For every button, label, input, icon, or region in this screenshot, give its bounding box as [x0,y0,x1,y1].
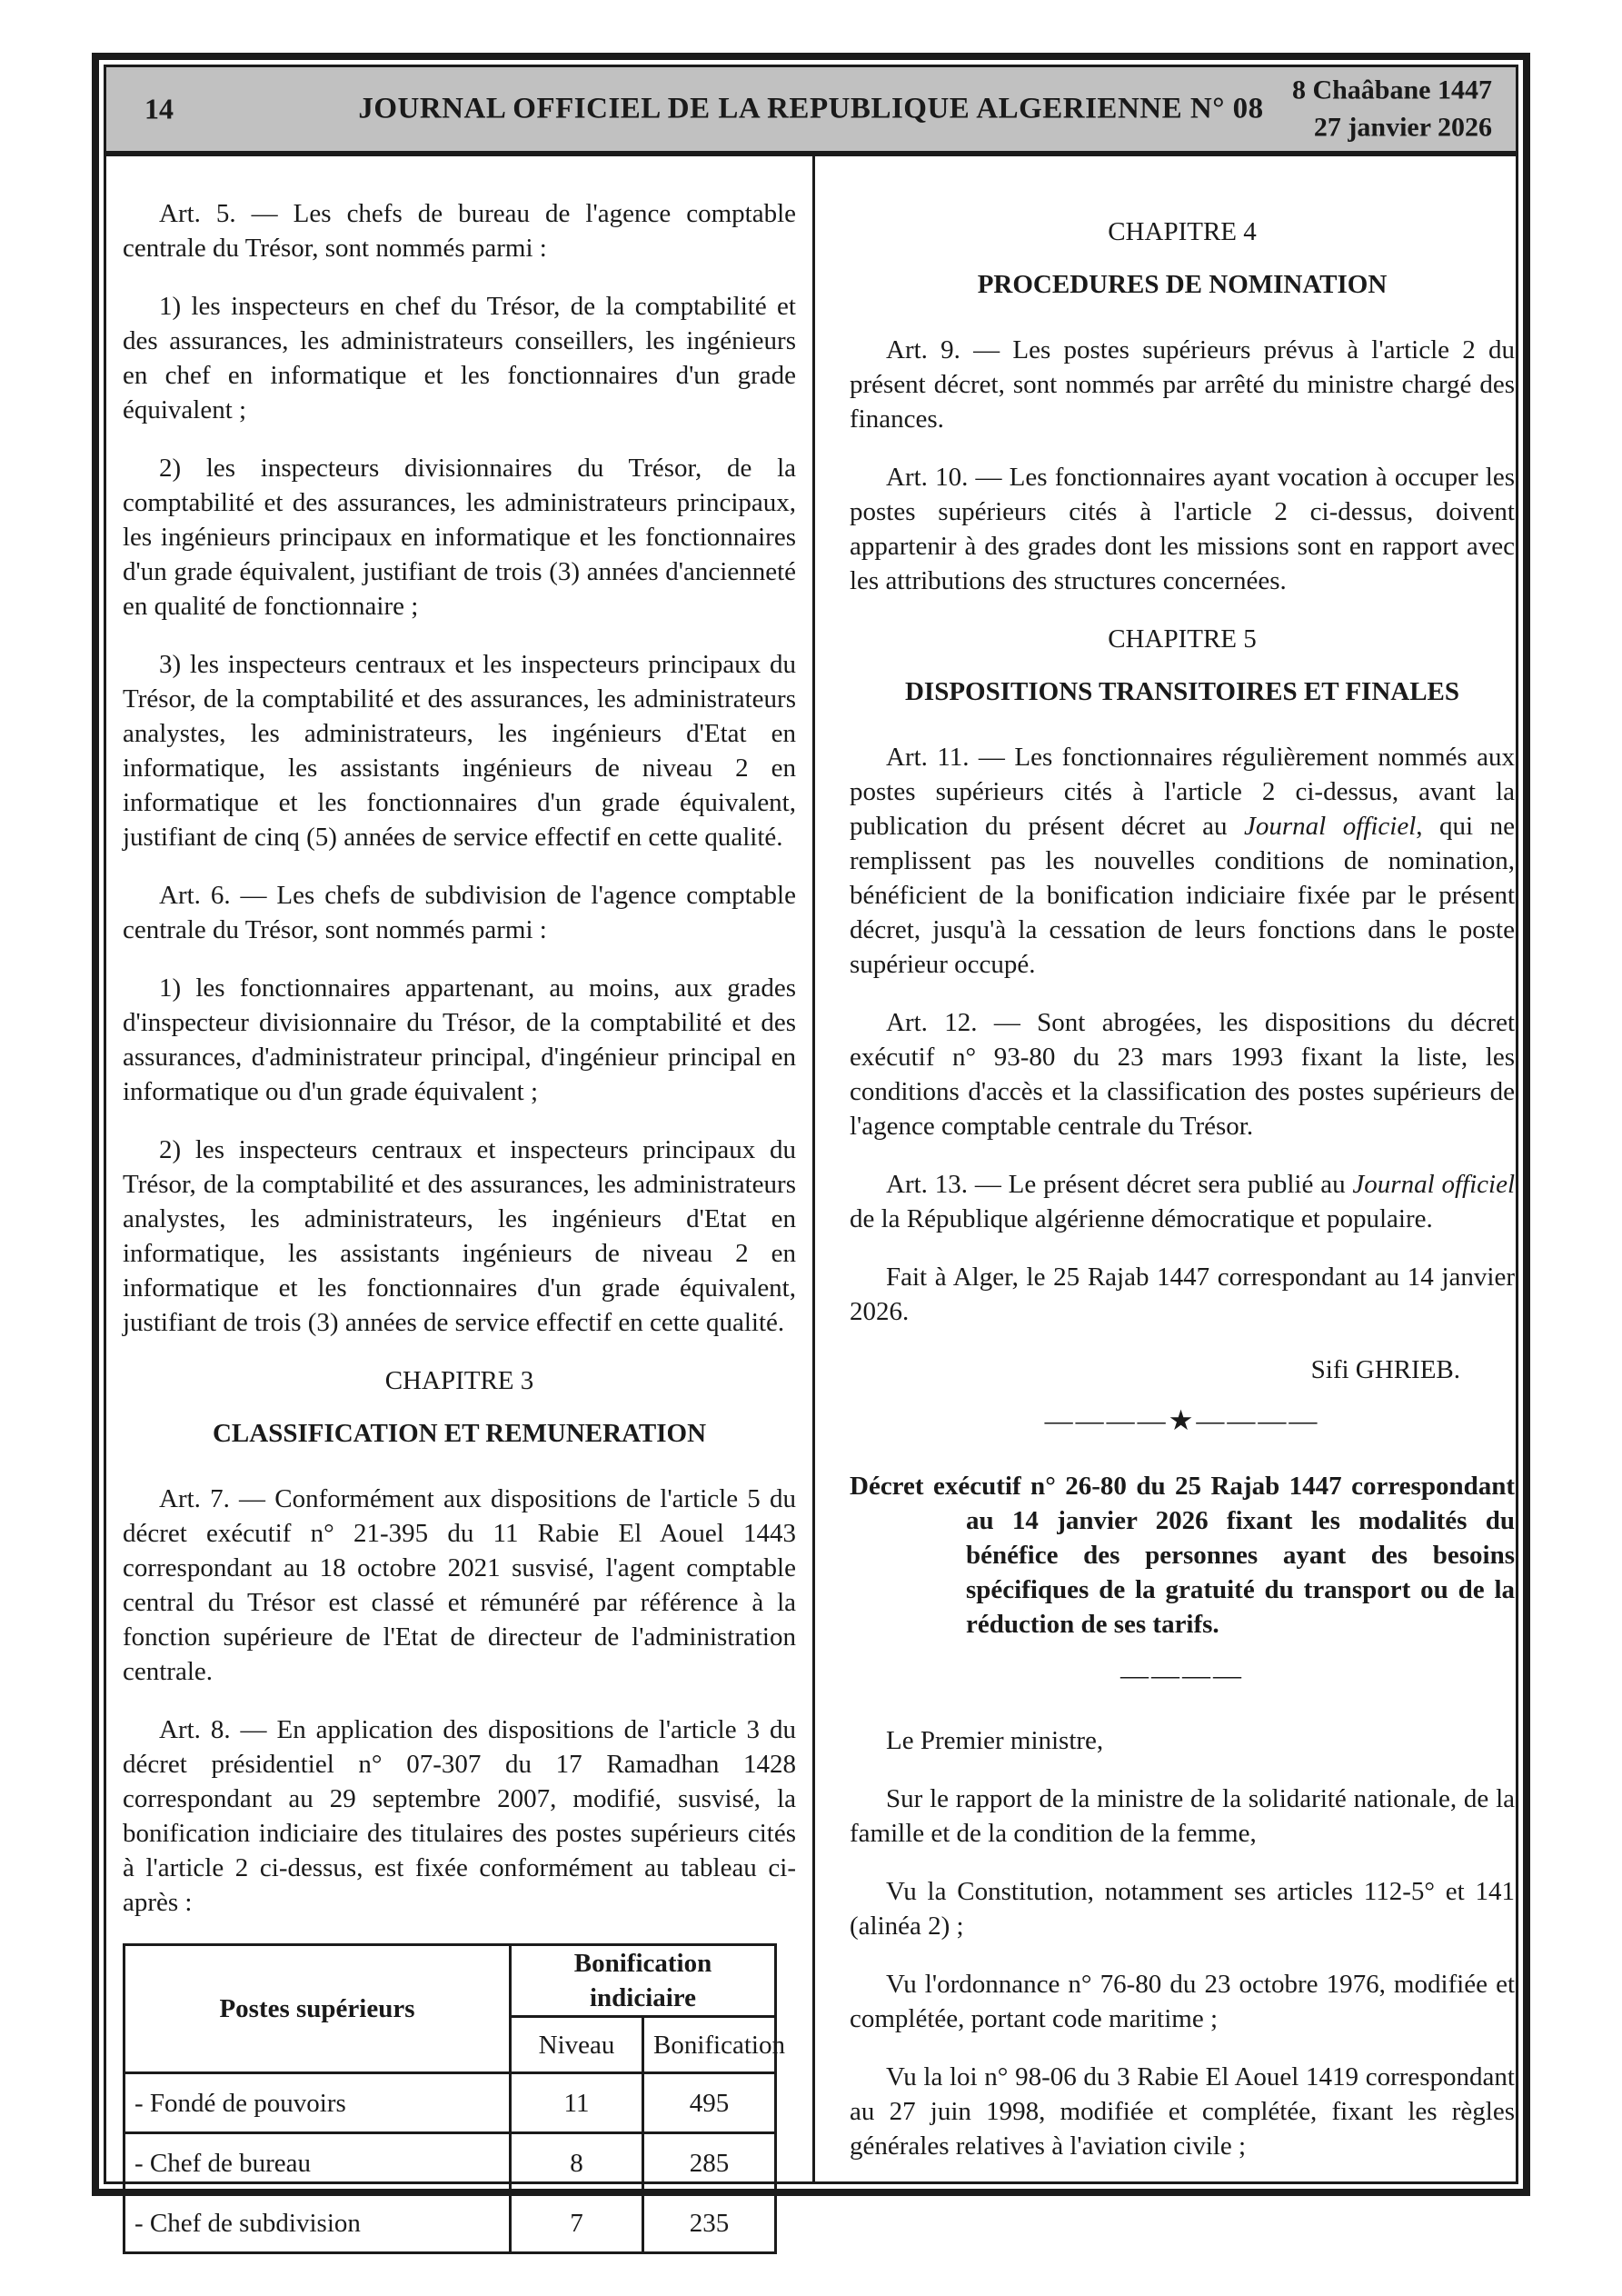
table-header-postes: Postes supérieurs [124,1945,511,2073]
date-hijri: 8 Chaâbane 1447 [1291,75,1492,105]
journal-title: JOURNAL OFFICIEL DE LA REPUBLIQUE ALGERIENNE N° 08 [358,92,1264,125]
cell-bonification: 495 [643,2073,776,2133]
cell-niveau: 11 [511,2073,643,2133]
page-number: 14 [144,92,174,125]
header-dates [1292,73,1492,146]
right-column [850,209,1515,2187]
premier-ministre-line: Le Premier ministre, [886,1726,1104,1755]
cell-niveau: 7 [511,2193,643,2253]
column-divider [812,156,815,2181]
dash-separator: ———— [1120,1659,1244,1691]
cell-poste: - Chef de subdivision [124,2193,511,2253]
table-row [124,2193,776,2253]
article-11 [850,740,1515,982]
chapter-3-title: CLASSIFICATION ET REMUNERATION [212,1419,707,1448]
vu-loi: Vu la loi n° 98-06 du 3 Rabie El Aouel 1419 correspondant au 27 juin 1998, modifiée et complétée, fixant les règles générales relatives à l'aviation civile ; [850,2062,1515,2161]
cell-poste: - Chef de bureau [124,2133,511,2193]
table-row [124,2073,776,2133]
cell-niveau: 8 [511,2133,643,2193]
cell-bonification: 285 [643,2133,776,2193]
bonification-table [123,1943,785,2254]
article-13-text: Art. 13. — Le présent décret sera publié au [886,1170,1353,1199]
article-11-text-end: , qui ne remplissent pas les nouvelles conditions de nomination, bénéficient de la bonification indiciaire fixée par le présent décret, jusqu'à la cessation de leurs fonctions dans le poste supérieur occupé. [850,812,1515,979]
article-13-text-end: de la République algérienne démocratique et populaire. [850,1204,1433,1233]
journal-officiel-italic: Journal officiel [1352,1170,1516,1199]
journal-officiel-italic: Journal officiel [1244,812,1417,841]
page-inner-border [104,65,1518,2238]
table-row [124,2133,776,2193]
table-header-bonification: Bonification [643,2017,776,2073]
signature: Sifi GHRIEB. [1310,1355,1460,1384]
vu-constitution: Vu la Constitution, notamment ses articles 112-5° et 141 (alinéa 2) ; [850,1877,1515,1941]
star-separator: ————★———— [1044,1404,1320,1436]
article-8: Art. 8. — En application des dispositions de l'article 3 du décret présidentiel n° 07-307 du 17 Ramadhan 1428 correspondant au 29 septembre 2007, modifié, susvisé, la bonification indiciaire des titulaires des postes supérieurs cités à l'article 2 ci-dessus, est fixée conformément au tableau ci-après : [123,1715,796,1917]
rapport-line: Sur le rapport de la ministre de la solidarité nationale, de la famille et de la condition de la femme, [850,1784,1515,1848]
page-body [106,156,1516,2238]
decree-26-80-title: Décret exécutif n° 26-80 du 25 Rajab 1447 correspondant au 14 janvier 2026 fixant les modalités du bénéfice des personnes ayant des besoins spécifiques de la gratuité du transport ou de la réduction de ses tarifs. [850,1472,1515,1639]
article-6: Art. 6. — Les chefs de subdivision de l'agence comptable centrale du Trésor, sont nommés parmi : [123,881,796,944]
article-11-text: Art. 11. — Les fonctionnaires régulièrement nommés aux postes supérieurs cités à l'article 2 ci-dessus, avant la publication du présent décret au [850,743,1515,841]
cell-bonification: 235 [643,2193,776,2253]
date-gregorian: 27 janvier 2026 [1313,112,1492,142]
article-5-item-2: 2) les inspecteurs divisionnaires du Trésor, de la comptabilité et des assurances, les administrateurs principaux, les ingénieurs principaux en informatique et les fonctionnaires d'un grade équivalent, justifiant de trois (3) années d'ancienneté en qualité de fonctionnaire ; [123,454,796,621]
article-6-item-2: 2) les inspecteurs centraux et inspecteurs principaux du Trésor, de la comptabilité et des assurances, les administrateurs analystes, les administrateurs, les ingénieurs d'Etat en informatique, les assistants ingénieurs de niveau 2 en informatique et les fonctionnaires d'un grade équivalent, justifiant de trois (3) années de service effectif en cette qualité. [123,1135,796,1337]
vu-ordonnance: Vu l'ordonnance n° 76-80 du 23 octobre 1976, modifiée et complétée, portant code maritime ; [850,1970,1515,2033]
table-header-niveau: Niveau [511,2017,643,2073]
article-7: Art. 7. — Conformément aux dispositions de l'article 5 du décret exécutif n° 21-395 du 11 Rabie El Aouel 1443 correspondant au 18 octobre 2021 susvisé, l'agent comptable central du Trésor est classé et rémunéré par référence à la fonction supérieure de l'Etat de directeur de l'administration centrale. [123,1484,796,1686]
article-6-item-1: 1) les fonctionnaires appartenant, au moins, aux grades d'inspecteur divisionnaire du Trésor, de la comptabilité et des assurances, d'administrateur principal, d'ingénieur principal en informatique ou d'un grade équivalent ; [123,973,796,1106]
article-5-item-3: 3) les inspecteurs centraux et les inspecteurs principaux du Trésor, de la comptabilité et des assurances, les administrateurs analystes, les administrateurs, les ingénieurs d'Etat en informatique, les assistants ingénieurs de niveau 2 en informatique et les fonctionnaires d'un grade équivalent, justifiant de cinq (5) années de service effectif en cette qualité. [123,650,796,852]
article-5: Art. 5. — Les chefs de bureau de l'agence comptable centrale du Trésor, sont nommés parmi : [123,199,796,263]
chapter-4-title: PROCEDURES DE NOMINATION [977,270,1388,299]
signing-place-date: Fait à Alger, le 25 Rajab 1447 correspondant au 14 janvier 2026. [850,1263,1515,1326]
page-border [92,53,1530,2238]
article-12: Art. 12. — Sont abrogées, les dispositions du décret exécutif n° 93-80 du 23 mars 1993 fixant la liste, les conditions d'accès et la classification des postes supérieurs de l'agence comptable centrale du Trésor. [850,1008,1515,1141]
chapter-5-heading: CHAPITRE 5 [1108,624,1257,654]
article-5-item-1: 1) les inspecteurs en chef du Trésor, de la comptabilité et des assurances, les administrateurs conseillers, les ingénieurs en chef en informatique et les fonctionnaires d'un grade équivalent ; [123,292,796,424]
cell-poste: - Fondé de pouvoirs [124,2073,511,2133]
chapter-4-heading: CHAPITRE 4 [1108,217,1257,246]
table-header-row [124,1945,776,2017]
article-9: Art. 9. — Les postes supérieurs prévus à l'article 2 du présent décret, sont nommés par arrêté du ministre chargé des finances. [850,335,1515,434]
article-10: Art. 10. — Les fonctionnaires ayant vocation à occuper les postes supérieurs cités à l'article 2 ci-dessus, doivent appartenir à des grades dont les missions sont en rapport avec les attributions des structures concernées. [850,463,1515,595]
left-column [123,196,796,2254]
chapter-5-title: DISPOSITIONS TRANSITOIRES ET FINALES [904,677,1460,706]
page-header [106,67,1516,156]
table-header-bonification-group: Bonification indiciaire [511,1945,776,2017]
article-13 [850,1167,1515,1236]
chapter-3-heading: CHAPITRE 3 [384,1366,534,1395]
